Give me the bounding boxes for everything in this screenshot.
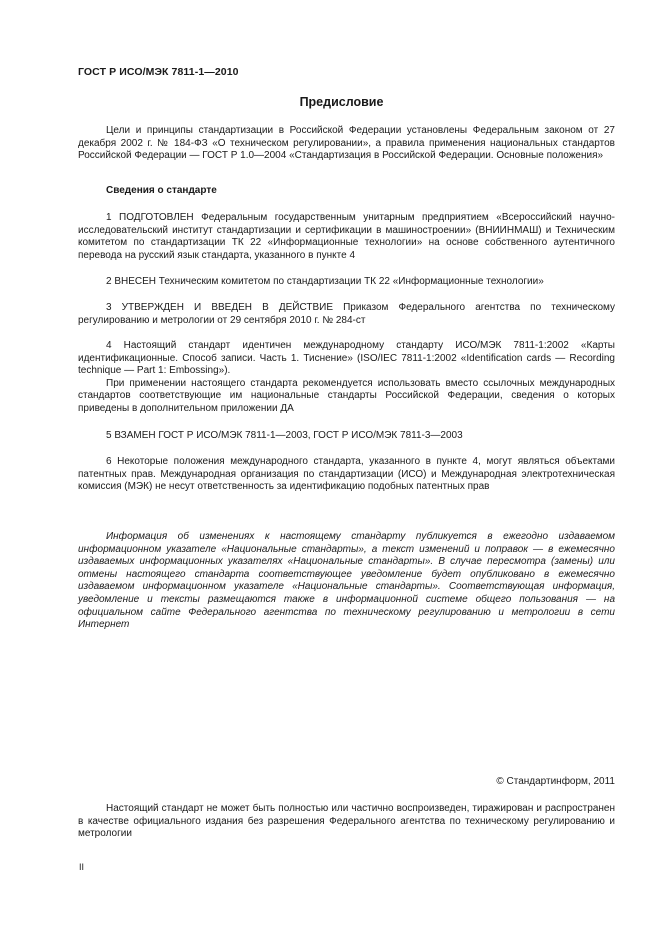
item-1-text: 1 ПОДГОТОВЛЕН Федеральным государственным унитарным предприятием «Всероссийский научно-исследовательский институт стандартизации и сертификации в машиностроении» (ВНИИНМАШ) и Техническим комитетом по стандартизации ТК 22 «Информационные технологии» на основе собственного аутентичного перевода на русский язык стандарта, указанного в пункте 4 (78, 212, 615, 261)
item-6-text: 6 Некоторые положения международного стандарта, указанного в пункте 4, могут являться объектами патентных прав. Международная организация по стандартизации (ИСО) и Международная электротехническая комиссия (МЭК) не несут ответственность за идентификацию подобных патентных прав (78, 456, 615, 493)
page-number: II (79, 862, 85, 872)
item-5 (78, 430, 615, 443)
page-title: Предисловие (299, 95, 384, 109)
document-code: ГОСТ Р ИСО/МЭК 7811-1—2010 (78, 66, 239, 78)
reproduction-notice-text: Настоящий стандарт не может быть полностью или частично воспроизведен, тиражирован и распространен в качестве официального издания без разрешения Федерального агентства по техническому регулированию и метрологии (78, 803, 615, 840)
item-2 (78, 276, 615, 289)
item-4-text: 4 Настоящий стандарт идентичен международному стандарту ИСО/МЭК 7811-1:2002 «Карты идентификационные. Способ записи. Часть 1. Тиснение» (ISO/IEC 7811-1:2002 «Identification cards — Recording technique — Part 1: Embossing»). (78, 340, 615, 377)
section-heading-text: Сведения о стандарте (106, 185, 217, 196)
item-4-note: При применении настоящего стандарта рекомендуется использовать вместо ссылочных международных стандартов соответствующие им национальные стандарты Российской Федерации, сведения о которых приведены в дополнительном приложении ДА (78, 377, 615, 414)
intro-paragraph (78, 125, 615, 163)
intro-text: Цели и принципы стандартизации в Российской Федерации установлены Федеральным законом от 27 декабря 2002 г. № 184-ФЗ «О техническом регулировании», а правила применения национальных стандартов Российской Федерации — ГОСТ Р 1.0—2004 «Стандартизация в Российской Федерации. Основные положения» (78, 125, 615, 162)
reproduction-notice (78, 803, 615, 841)
item-4 (78, 340, 615, 416)
item-2-text: 2 ВНЕСЕН Техническим комитетом по стандартизации ТК 22 «Информационные технологии» (106, 276, 544, 287)
item-6 (78, 456, 615, 494)
copyright-line: © Стандартинформ, 2011 (496, 776, 615, 787)
item-1 (78, 212, 615, 262)
item-3 (78, 302, 615, 327)
info-notice-text: Информация об изменениях к настоящему стандарту публикуется в ежегодно издаваемом информационном указателе «Национальные стандарты», а текст изменений и поправок — в ежемесячно издаваемых информационных указателях «Национальные стандарты». В случае пересмотра (замены) или отмены настоящего стандарта соответствующее уведомление будет опубликовано в ежемесячно издаваемом информационном указателе «Национальные стандарты». Соответствующая информация, уведомление и тексты размещаются также в информационной системе общего пользования — на официальном сайте Федерального агентства по техническому регулированию и метрологии в сети Интернет (78, 531, 615, 631)
item-5-text: 5 ВЗАМЕН ГОСТ Р ИСО/МЭК 7811-1—2003, ГОСТ Р ИСО/МЭК 7811-3—2003 (106, 430, 463, 441)
item-3-text: 3 УТВЕРЖДЕН И ВВЕДЕН В ДЕЙСТВИЕ Приказом Федерального агентства по техническому регулированию и метрологии от 29 сентября 2010 г. № 284-ст (78, 302, 615, 326)
section-heading (78, 185, 615, 198)
info-notice (78, 531, 615, 632)
